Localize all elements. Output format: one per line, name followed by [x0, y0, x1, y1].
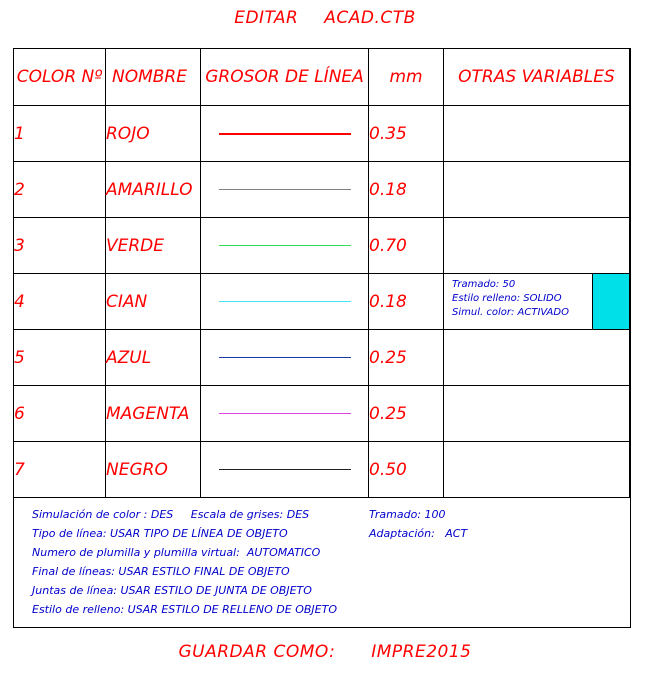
line-weight-cell [201, 162, 369, 218]
header-color-no: COLOR Nº [14, 49, 106, 106]
line-weight-mm: 0.35 [369, 106, 444, 162]
line-sample [219, 245, 351, 246]
page-title [0, 8, 650, 28]
line-weight-cell [201, 442, 369, 498]
color-name: CIAN [106, 274, 201, 330]
note-line: Juntas de línea: USAR ESTILO DE JUNTA DE OBJETO [32, 584, 312, 597]
table-row [14, 442, 630, 498]
line-sample [219, 189, 351, 190]
other-vars-text [452, 278, 569, 320]
color-number: 7 [14, 442, 106, 498]
line-weight-mm: 0.50 [369, 442, 444, 498]
plot-style-table [13, 48, 630, 498]
line-weight-mm: 0.25 [369, 386, 444, 442]
line-weight-mm: 0.18 [369, 274, 444, 330]
note-line: Tipo de línea: USAR TIPO DE LÍNEA DE OBJETO [32, 527, 288, 540]
color-number: 6 [14, 386, 106, 442]
other-var-line: Simul. color: ACTIVADO [452, 307, 569, 318]
other-vars-cell [444, 330, 630, 386]
title-action: EDITAR [234, 8, 299, 28]
table-row [14, 106, 630, 162]
header-line-weight: GROSOR DE LÍNEA [201, 49, 369, 106]
line-weight-mm: 0.70 [369, 218, 444, 274]
other-vars-cell [444, 274, 630, 330]
line-weight-cell [201, 106, 369, 162]
line-weight-cell [201, 218, 369, 274]
other-vars-cell [444, 162, 630, 218]
color-name: AMARILLO [106, 162, 201, 218]
other-vars-cell [444, 106, 630, 162]
settings-notes [32, 505, 337, 619]
table-row [14, 218, 630, 274]
other-vars-cell [444, 386, 630, 442]
line-weight-mm: 0.25 [369, 330, 444, 386]
title-filename: ACAD.CTB [324, 8, 416, 28]
color-number: 1 [14, 106, 106, 162]
settings-notes-right [369, 505, 467, 543]
header-name: NOMBRE [106, 49, 201, 106]
other-var-line: Estilo relleno: SOLIDO [452, 293, 562, 304]
color-swatch [592, 274, 629, 329]
note-line: Tramado: 100 [369, 508, 446, 521]
note-line: Final de líneas: USAR ESTILO FINAL DE OBJETO [32, 565, 290, 578]
other-vars-cell [444, 442, 630, 498]
color-name: MAGENTA [106, 386, 201, 442]
color-number: 3 [14, 218, 106, 274]
table-row [14, 162, 630, 218]
color-name: AZUL [106, 330, 201, 386]
note-line: Numero de plumilla y plumilla virtual: AUTOMATICO [32, 546, 321, 559]
table-row [14, 274, 630, 330]
color-name: NEGRO [106, 442, 201, 498]
line-sample [219, 133, 351, 135]
note-line: Estilo de relleno: USAR ESTILO DE RELLENO DE OBJETO [32, 603, 337, 616]
table-row [14, 330, 630, 386]
note-line: Adaptación: ACT [369, 527, 468, 540]
color-number: 5 [14, 330, 106, 386]
save-as-label: GUARDAR COMO: [178, 642, 336, 662]
line-weight-cell [201, 274, 369, 330]
line-weight-cell [201, 330, 369, 386]
line-sample [219, 413, 351, 414]
line-sample [219, 469, 351, 470]
color-number: 2 [14, 162, 106, 218]
line-weight-mm: 0.18 [369, 162, 444, 218]
save-as-filename: IMPRE2015 [371, 642, 472, 662]
save-as-line [0, 642, 650, 662]
header-other-vars: OTRAS VARIABLES [444, 49, 630, 106]
line-sample [219, 357, 351, 358]
line-sample [219, 301, 351, 302]
line-weight-cell [201, 386, 369, 442]
color-name: VERDE [106, 218, 201, 274]
table-header-row [14, 49, 630, 106]
other-var-line: Tramado: 50 [452, 279, 516, 290]
other-vars-cell [444, 218, 630, 274]
header-mm: mm [369, 49, 444, 106]
note-line: Simulación de color : DES Escala de grises: DES [32, 508, 310, 521]
table-row [14, 386, 630, 442]
color-number: 4 [14, 274, 106, 330]
color-name: ROJO [106, 106, 201, 162]
